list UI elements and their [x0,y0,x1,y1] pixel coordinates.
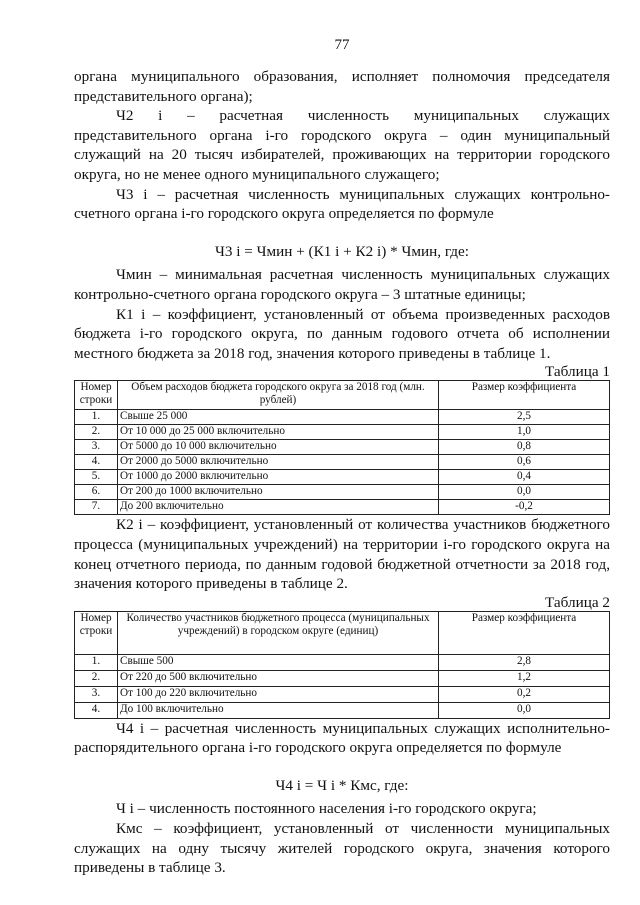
table-row [75,500,610,515]
row-range: От 10 000 до 25 000 включительно [118,425,439,440]
table-row [75,654,610,670]
row-number: 1. [75,654,118,670]
document-page [74,36,610,878]
formula-ch3: Ч3 i = Чмин + (К1 i + К2 i) * Чмин, где: [215,242,469,260]
row-coefficient: 1,2 [439,670,610,686]
row-range: Свыше 500 [118,654,439,670]
row-number: 3. [75,440,118,455]
table2 [74,611,610,719]
row-number: 4. [75,702,118,718]
row-range: От 1000 до 2000 включительно [118,470,439,485]
row-range: От 220 до 500 включительно [118,670,439,686]
formula-ch4: Ч4 i = Ч i * Кмс, где: [275,776,409,794]
table1-header-row [75,381,610,410]
paragraph-ch-i: Ч i – численность постоянного населения i-го городского округа; [116,800,537,818]
table-row [75,410,610,425]
table1-header-expenses: Объем расходов бюджета городского округа за 2018 год (млн. рублей) [118,381,439,410]
table1-caption: Таблица 1 [545,363,610,381]
table1 [74,380,610,515]
paragraph-k1: К1 i – коэффициент, установленный от объема произведенных расходов бюджета i-го городского округа, по данным годового отчета об исполнении местного бюджета за 2018 год, значения которого приведены в таблице 1. [74,305,610,362]
table2-header-number: Номер строки [75,611,118,654]
paragraph-kms: Кмс – коэффициент, установленный от численности муниципальных служащих на одну тысячу жителей городского округа, значения которого приведены в таблице 3. [74,820,610,877]
paragraph-ch2: Ч2 i – расчетная численность муниципальных служащих представительного органа i-го городского округа – один муниципальный служащий на 20 тысяч избирателей, проживающих на территории городского округа, но не менее одного муниципального служащего; [74,107,610,183]
paragraph-k2: К2 i – коэффициент, установленный от количества участников бюджетного процесса (муниципальных учреждений) на территории i-го городского округа на конец отчетного периода, по данным годовой бюджетной отчетности за 2018 год, значения которого приведены в таблице 2. [74,516,610,593]
table1-header-coefficient: Размер коэффициента [439,381,610,410]
row-range: От 100 до 220 включительно [118,686,439,702]
row-range: От 2000 до 5000 включительно [118,455,439,470]
row-range: От 5000 до 10 000 включительно [118,440,439,455]
page-number: 77 [334,37,350,53]
row-range: От 200 до 1000 включительно [118,485,439,500]
table-row [75,702,610,718]
row-number: 2. [75,670,118,686]
table2-header-coefficient: Размер коэффициента [439,611,610,654]
row-coefficient: 2,8 [439,654,610,670]
paragraph-ch4: Ч4 i – расчетная численность муниципальных служащих исполнительно-распорядительного органа i-го городского округа определяется по формуле [74,719,610,757]
row-coefficient: 2,5 [439,410,610,425]
row-coefficient: 0,8 [439,440,610,455]
row-number: 4. [75,455,118,470]
table-row [75,440,610,455]
row-coefficient: 0,0 [439,485,610,500]
row-number: 6. [75,485,118,500]
row-range: Свыше 25 000 [118,410,439,425]
row-coefficient: 0,0 [439,702,610,718]
table-row [75,470,610,485]
paragraph-continuation: органа муниципального образования, исполняет полномочия председателя представительного органа); [74,68,610,105]
row-range: До 200 включительно [118,500,439,515]
row-number: 5. [75,470,118,485]
row-number: 7. [75,500,118,515]
row-coefficient: 0,4 [439,470,610,485]
table2-caption: Таблица 2 [545,593,610,611]
row-coefficient: 0,2 [439,686,610,702]
table-row [75,485,610,500]
row-coefficient: -0,2 [439,500,610,515]
table-row [75,425,610,440]
paragraph-chmin: Чмин – минимальная расчетная численность муниципальных служащих контрольно-счетного органа городского округа – 3 штатные единицы; [74,266,610,303]
table-row [75,686,610,702]
row-number: 3. [75,686,118,702]
paragraph-ch3: Ч3 i – расчетная численность муниципальных служащих контрольно-счетного органа i-го городского округа определяется по формуле [74,185,610,223]
row-coefficient: 1,0 [439,425,610,440]
table-row [75,455,610,470]
row-number: 2. [75,425,118,440]
table-row [75,670,610,686]
table2-header-row [75,611,610,654]
row-number: 1. [75,410,118,425]
table2-header-participants: Количество участников бюджетного процесса (муниципальных учреждений) в городском округе (единиц) [118,611,439,654]
table1-header-number: Номер строки [75,381,118,410]
row-coefficient: 0,6 [439,455,610,470]
row-range: До 100 включительно [118,702,439,718]
